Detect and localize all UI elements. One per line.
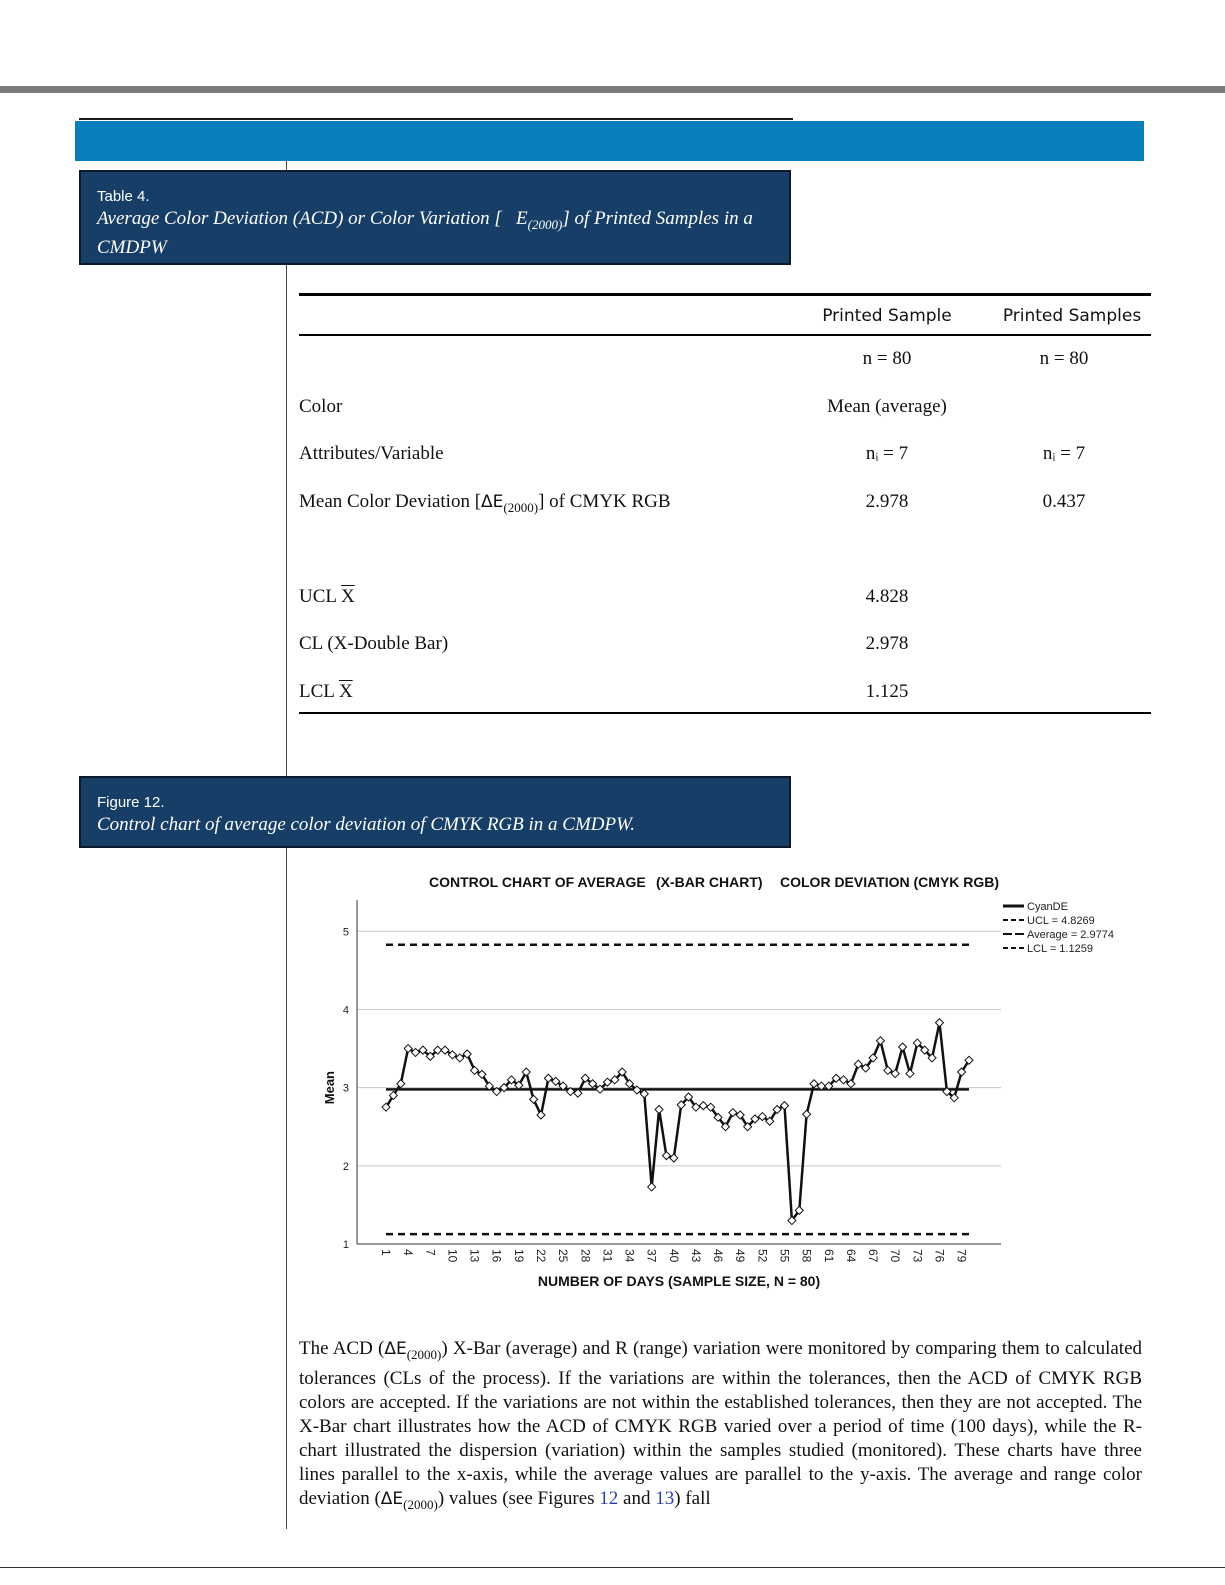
- table-cell: nᵢ = 7: [1042, 443, 1086, 464]
- x-tick-label: 46: [711, 1249, 726, 1263]
- x-tick-label: 25: [556, 1249, 571, 1263]
- data-point: [884, 1066, 892, 1074]
- table-cell: 2.978: [865, 491, 909, 512]
- table-title: Average Color Deviation (ACD) or Color Variation [ $E_{(2000)}$] of Printed Samples in a CMDPW: [97, 208, 753, 258]
- x-tick-label: 16: [489, 1249, 504, 1263]
- table-label: Table 4.: [97, 188, 150, 205]
- data-point: [891, 1070, 899, 1078]
- control-chart: [320, 868, 1130, 1298]
- figure-title: Control chart of average color deviation of CMYK RGB in a CMDPW.: [97, 814, 635, 835]
- table-cell: nᵢ = 7: [865, 443, 909, 464]
- x-tick-label: 79: [954, 1249, 969, 1263]
- x-tick-label: 10: [445, 1249, 460, 1263]
- data-point: [530, 1095, 538, 1103]
- y-tick-label: 3: [342, 1082, 349, 1095]
- table-top-rule: [299, 293, 1151, 296]
- data-point: [906, 1070, 914, 1078]
- x-axis-label: NUMBER OF DAYS (SAMPLE SIZE, N = 80): [537, 1273, 821, 1289]
- body-paragraph: The ACD $(\Delta E_{(2000)})$ X-Bar (average) and R (range) variation were monitored by comparing them to calculated tolerances (CLs of the process). If the variations are within the tolerances, then the ACD of CMYK RGB colors are accepted. If the variations are not within the established tolerances, then they are not accepted. The X-Bar chart illustrates how the ACD of CMYK RGB varied over a period of time (100 days), while the R-chart illustrated the dispersion (variation) within the samples studied (monitored). These charts have three lines parallel to the x-axis, while the average values are parallel to the y-axis. The average and range color deviation $(\Delta E_{(2000)})$ values (see Figures 12 and 13) fall: [299, 1338, 1143, 1512]
- table-row-label: Mean Color Deviation $[\Delta E_{(2000)}]$ of CMYK RGB: [299, 491, 671, 515]
- x-tick-label: 28: [578, 1249, 593, 1263]
- header-band: [75, 121, 1144, 161]
- x-tick-label: 40: [666, 1249, 681, 1263]
- table-cell: 1.125: [865, 681, 909, 702]
- x-tick-label: 76: [932, 1249, 947, 1263]
- x-tick-label: 52: [755, 1249, 770, 1263]
- figure-label: Figure 12.: [97, 794, 165, 811]
- data-point: [662, 1152, 670, 1160]
- x-tick-label: 37: [644, 1249, 659, 1263]
- table-row-label: Color: [299, 396, 343, 417]
- x-tick-label: 55: [777, 1249, 792, 1263]
- x-tick-label: 34: [622, 1249, 637, 1263]
- data-point: [648, 1183, 656, 1191]
- x-tick-label: 13: [467, 1249, 482, 1263]
- table-row-label: CL (X-Double Bar): [299, 633, 449, 654]
- x-tick-label: 64: [843, 1249, 858, 1263]
- table-cell: 4.828: [865, 586, 909, 607]
- y-tick-label: 2: [342, 1160, 349, 1173]
- table-row-label: Attributes/Variable: [299, 443, 444, 464]
- y-tick-label: 5: [342, 926, 349, 939]
- data-point: [537, 1111, 545, 1119]
- x-tick-label: 67: [866, 1249, 881, 1263]
- figure-caption: [79, 776, 791, 848]
- table-cell: Mean (average): [827, 396, 947, 417]
- x-tick-label: 58: [799, 1249, 814, 1263]
- data-point: [699, 1102, 707, 1110]
- x-tick-label: 7: [423, 1249, 438, 1256]
- data-point: [935, 1019, 943, 1027]
- y-axis-label: Mean: [322, 1071, 337, 1105]
- table-cell: n = 80: [1039, 348, 1089, 369]
- x-tick-label: 43: [688, 1249, 703, 1263]
- legend-label: Average = 2.9774: [1027, 929, 1114, 941]
- header-rule: [0, 86, 1225, 93]
- x-tick-label: 49: [733, 1249, 748, 1263]
- x-tick-label: 4: [401, 1249, 416, 1256]
- x-tick-label: 73: [910, 1249, 925, 1263]
- x-tick-label: 61: [821, 1249, 836, 1263]
- table-row-label: LCL $\overline{X}$: [299, 681, 353, 702]
- table-cell: n = 80: [862, 348, 912, 369]
- legend-label: UCL = 4.8269: [1027, 915, 1095, 927]
- y-tick-label: 4: [342, 1004, 349, 1017]
- header-divider: [79, 118, 793, 120]
- data-point: [810, 1080, 818, 1088]
- chart-title: CONTROL CHART OF AVERAGE: [429, 874, 646, 890]
- figure-ref-link[interactable]: 13: [655, 1487, 675, 1509]
- legend-label: LCL = 1.1259: [1027, 943, 1093, 955]
- series-line-cyande: [386, 1023, 969, 1221]
- data-point: [899, 1043, 907, 1051]
- data-point: [655, 1106, 663, 1114]
- table-bottom-rule: [299, 712, 1151, 714]
- data-point: [544, 1074, 552, 1082]
- table-header-rule: [299, 334, 1151, 336]
- x-tick-label: 31: [600, 1249, 615, 1263]
- data-point: [803, 1110, 811, 1118]
- x-tick-label: 70: [888, 1249, 903, 1263]
- y-tick-label: 1: [342, 1239, 349, 1251]
- legend-label: CyanDE: [1027, 901, 1068, 913]
- table-cell: 2.978: [865, 633, 909, 654]
- data-point: [670, 1154, 678, 1162]
- column-header-printed-samples: Printed Samples: [1002, 306, 1142, 326]
- x-tick-label: 19: [511, 1249, 526, 1263]
- column-header-printed-sample: Printed Sample: [822, 306, 952, 326]
- x-tick-label: 22: [533, 1249, 548, 1263]
- chart-title: (X-BAR CHART): [656, 874, 763, 890]
- table-caption: [79, 170, 791, 265]
- x-tick-label: 1: [379, 1249, 393, 1256]
- data-point: [876, 1037, 884, 1045]
- table-row-label: UCL $\overline{X}$: [299, 586, 355, 607]
- figure-ref-link[interactable]: 12: [599, 1487, 619, 1509]
- chart-title: COLOR DEVIATION (CMYK RGB): [780, 874, 1000, 890]
- footer-rule: [0, 1567, 1225, 1568]
- table-cell: 0.437: [1042, 491, 1086, 512]
